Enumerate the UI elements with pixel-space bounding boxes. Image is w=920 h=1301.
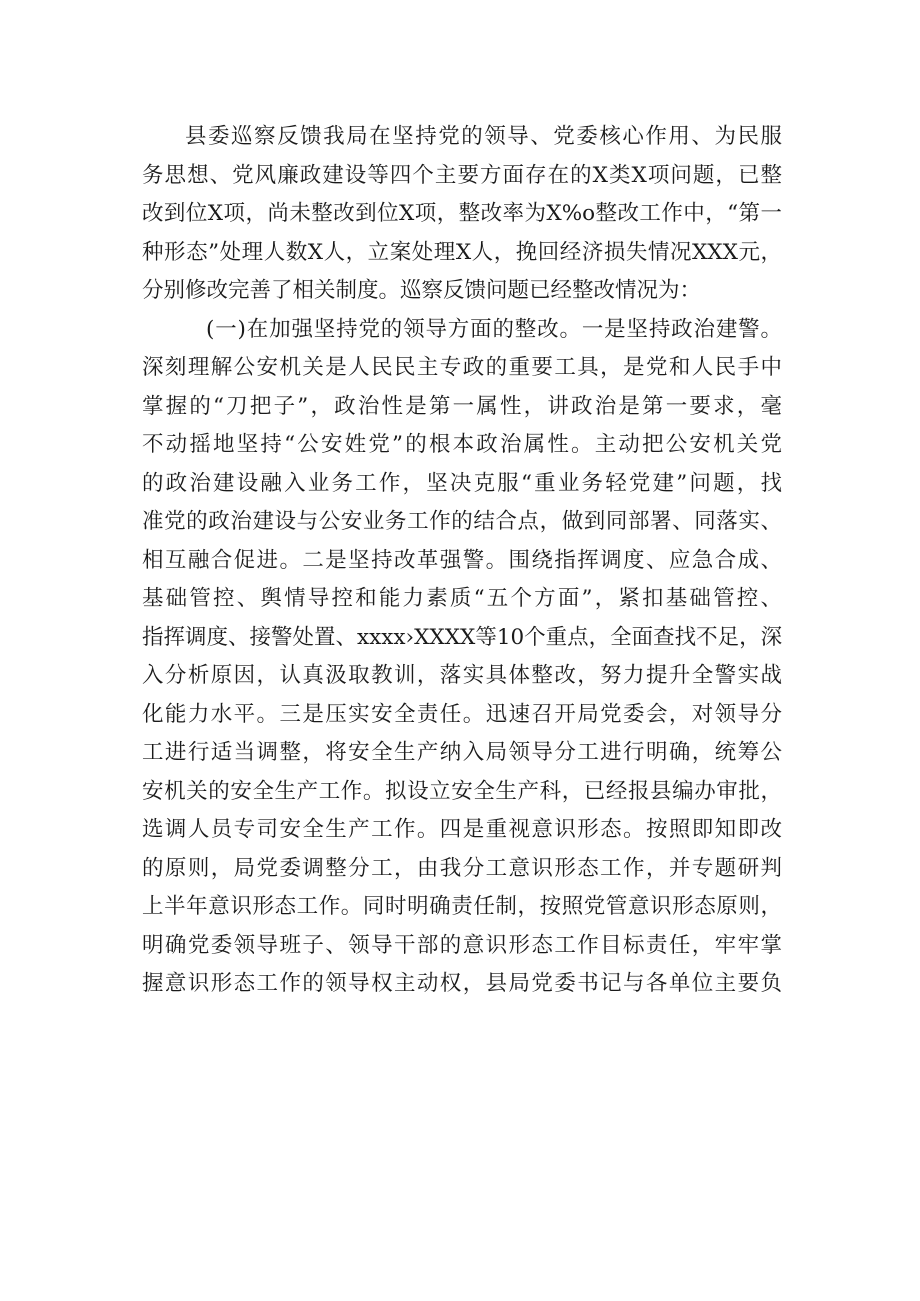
body-text bbox=[142, 118, 782, 1004]
paragraph-1 bbox=[142, 118, 782, 311]
text-line: 县委巡察反馈我局在坚持党的领导、党委核心作用、为民服 bbox=[185, 124, 782, 149]
text-line: 不动摇地坚持“公安姓党”的根本政治属性。主动把公安机关党 bbox=[142, 432, 782, 457]
paragraph-2 bbox=[142, 311, 782, 1004]
text-line: 选调人员专司安全生产工作。四是重视意识形态。按照即知即改 bbox=[142, 817, 782, 842]
text-line: 入分析原因，认真汲取教训，落实具体整改，努力提升全警实战 bbox=[142, 663, 782, 688]
text-line: 的原则，局党委调整分工，由我分工意识形态工作，并专题研判 bbox=[142, 855, 782, 881]
text-line: 上半年意识形态工作。同时明确责任制，按照党管意识形态原则， bbox=[142, 894, 782, 919]
text-line: 准党的政治建设与公安业务工作的结合点，做到同部署、同落实、 bbox=[142, 509, 782, 534]
text-line: 安机关的安全生产工作。拟设立安全生产科，已经报县编办审批， bbox=[142, 778, 782, 804]
text-line: 深刻理解公安机关是人民民主专政的重要工具，是党和人民手中 bbox=[142, 355, 782, 380]
text-line: 掌握的“刀把子”，政治性是第一属性，讲政治是第一要求，毫 bbox=[142, 393, 782, 419]
text-line: (一)在加强坚持党的领导方面的整改。一是坚持政治建警。 bbox=[206, 316, 782, 342]
text-line: 相互融合促进。二是坚持改革强警。围绕指挥调度、应急合成、 bbox=[142, 547, 782, 573]
text-line: 握意识形态工作的领导权主动权，县局党委书记与各单位主要负 bbox=[142, 971, 782, 996]
text-line: 务思想、党风廉政建设等四个主要方面存在的X类X项问题，已整 bbox=[142, 162, 782, 188]
text-line: 的政治建设融入业务工作，坚决克服“重业务轻党建”问题，找 bbox=[142, 470, 782, 496]
text-line: 分别修改完善了相关制度。巡察反馈问题已经整改情况为： bbox=[142, 278, 702, 303]
text-line: 改到位X项，尚未整改到位X项，整改率为X%o整改工作中，“第一 bbox=[142, 201, 782, 226]
text-line: 工进行适当调整，将安全生产纳入局领导分工进行明确，统筹公 bbox=[142, 740, 782, 765]
text-line: 基础管控、舆情导控和能力素质“五个方面”，紧扣基础管控、 bbox=[142, 586, 782, 611]
text-line: 种形态”处理人数X人，立案处理X人，挽回经济损失情况XXX元， bbox=[142, 239, 782, 265]
text-line: 指挥调度、接警处置、xxxx›XXXX等10个重点，全面查找不足，深 bbox=[142, 624, 783, 650]
text-line: 化能力水平。三是压实安全责任。迅速召开局党委会，对领导分 bbox=[142, 701, 782, 727]
text-line: 明确党委领导班子、领导干部的意识形态工作目标责任，牢牢掌 bbox=[142, 932, 782, 958]
